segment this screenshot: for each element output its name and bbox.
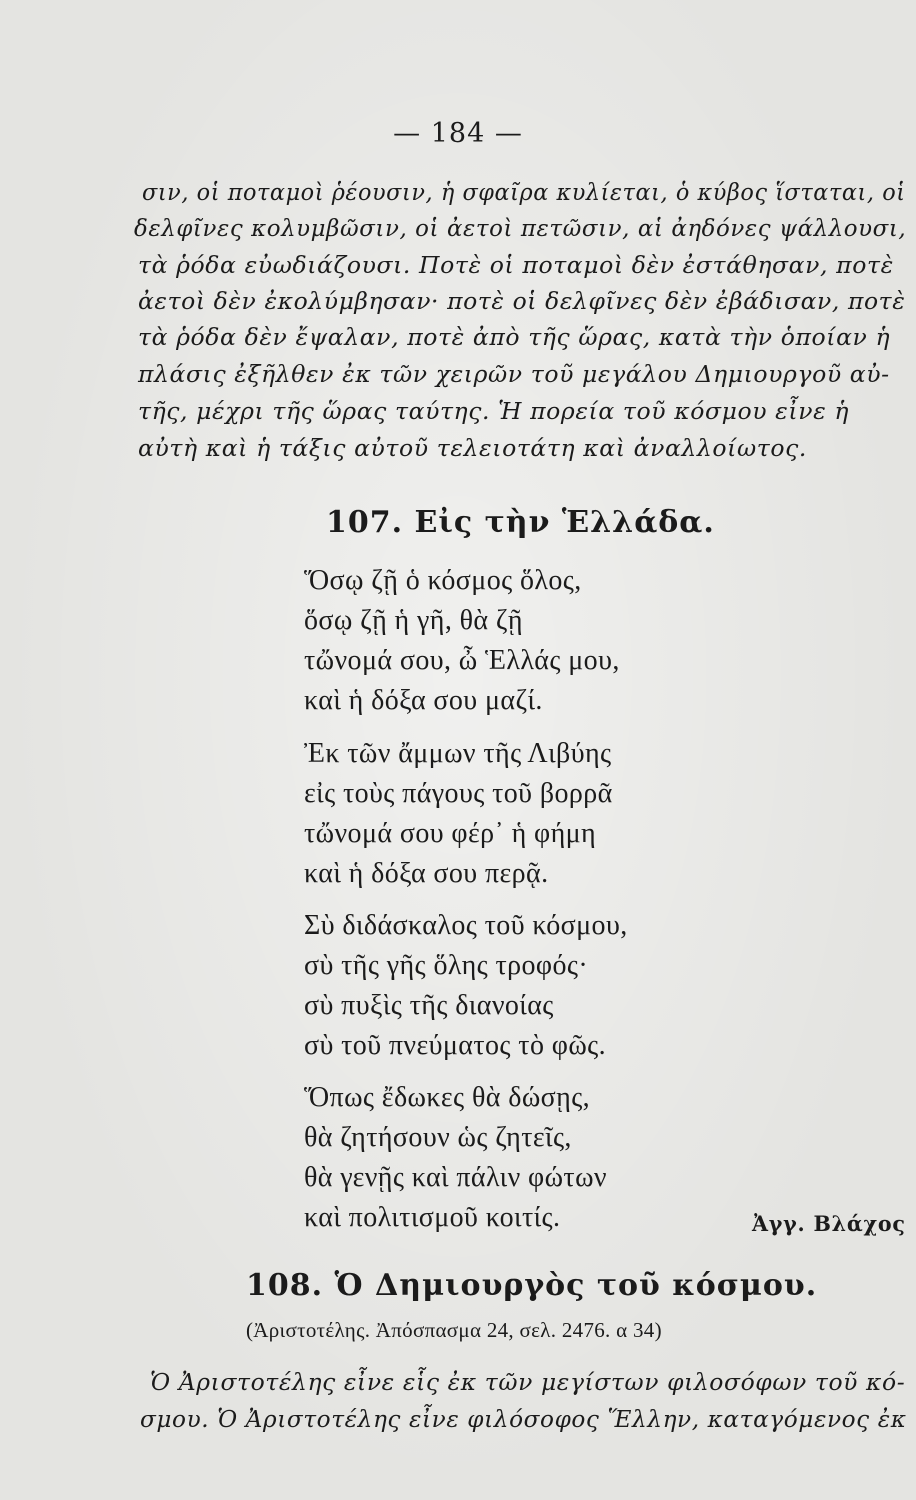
- verse-line: Ἐκ τῶν ἄμμων τῆς Λιβύης: [304, 738, 612, 769]
- verse-line: θὰ ζητήσουν ὡς ζητεῖς,: [304, 1122, 572, 1153]
- verse-line: θὰ γενῇς καὶ πάλιν φώτων: [304, 1162, 607, 1193]
- paragraph-line: τὰ ῥόδα εὐωδιάζουσι. Ποτὲ οἱ ποταμοὶ δὲν ἐστάθησαν, ποτὲ: [138, 251, 894, 279]
- verse-line: τὤνομά σου φέρ᾽ ἡ φήμη: [304, 818, 597, 849]
- paragraph-line: τῆς, μέχρι τῆς ὥρας ταύτης. Ἡ πορεία τοῦ κόσμου εἶνε ἡ: [138, 397, 850, 425]
- paragraph-line: σμου. Ὁ Ἀριστοτέλης εἶνε φιλόσοφος Ἕλλην, καταγόμενος ἐκ: [140, 1405, 907, 1433]
- paragraph-line: τὰ ῥόδα δὲν ἔψαλαν, ποτὲ ἀπὸ τῆς ὥρας, κατὰ τὴν ὁποίαν ἡ: [138, 323, 891, 351]
- paragraph-line: ἀετοὶ δὲν ἐκολύμβησαν· ποτὲ οἱ δελφῖνες δὲν ἐβάδισαν, ποτὲ: [138, 287, 906, 315]
- section-heading-108: 108. Ὁ Δημιουργὸς τοῦ κόσμου.: [246, 1268, 818, 1303]
- paragraph-line: Ὁ Ἀριστοτέλης εἶνε εἷς ἐκ τῶν μεγίστων φιλοσόφων τοῦ κό-: [150, 1368, 906, 1396]
- verse-line: σὺ τῆς γῆς ὅλης τροφός·: [304, 950, 589, 981]
- paragraph-line: σιν, οἱ ποταμοὶ ῥέουσιν, ἡ σφαῖρα κυλίεται, ὁ κύβος ἵσταται, οἱ: [142, 178, 906, 206]
- source-citation: (Ἀριστοτέλης. Ἀπόσπασμα 24, σελ. 2476. α 34): [246, 1318, 662, 1342]
- section-heading-107: 107. Εἰς τὴν Ἑλλάδα.: [326, 505, 715, 540]
- paragraph-line: δελφῖνες κολυμβῶσιν, οἱ ἀετοὶ πετῶσιν, αἱ ἀηδόνες ψάλλουσι,: [134, 214, 907, 242]
- verse-line: ὅσῳ ζῇ ἡ γῆ, θὰ ζῇ: [304, 605, 523, 636]
- verse-line: καὶ πολιτισμοῦ κοιτίς.: [304, 1202, 561, 1233]
- page-number: — 184 —: [393, 118, 523, 149]
- verse-line: Σὺ διδάσκαλος τοῦ κόσμου,: [304, 910, 628, 941]
- paragraph-line: αὐτὴ καὶ ἡ τάξις αὐτοῦ τελειοτάτη καὶ ἀναλλοίωτος.: [138, 434, 807, 462]
- verse-line: σὺ πυξὶς τῆς διανοίας: [304, 990, 554, 1021]
- verse-line: Ὅσῳ ζῇ ὁ κόσμος ὅλος,: [304, 565, 582, 596]
- poem-author: Ἀγγ. Βλάχος: [752, 1211, 906, 1236]
- verse-line: καὶ ἡ δόξα σου περᾷ.: [304, 858, 549, 889]
- paragraph-line: πλάσις ἐξῆλθεν ἐκ τῶν χειρῶν τοῦ μεγάλου Δημιουργοῦ αὐ-: [138, 360, 890, 388]
- verse-line: Ὅπως ἔδωκες θὰ δώσῃς,: [304, 1082, 591, 1113]
- verse-line: σὺ τοῦ πνεύματος τὸ φῶς.: [304, 1030, 607, 1061]
- verse-line: καὶ ἡ δόξα σου μαζί.: [304, 685, 543, 716]
- verse-line: εἰς τοὺς πάγους τοῦ βορρᾶ: [304, 778, 613, 809]
- verse-line: τὤνομά σου, ὦ Ἑλλάς μου,: [304, 645, 620, 676]
